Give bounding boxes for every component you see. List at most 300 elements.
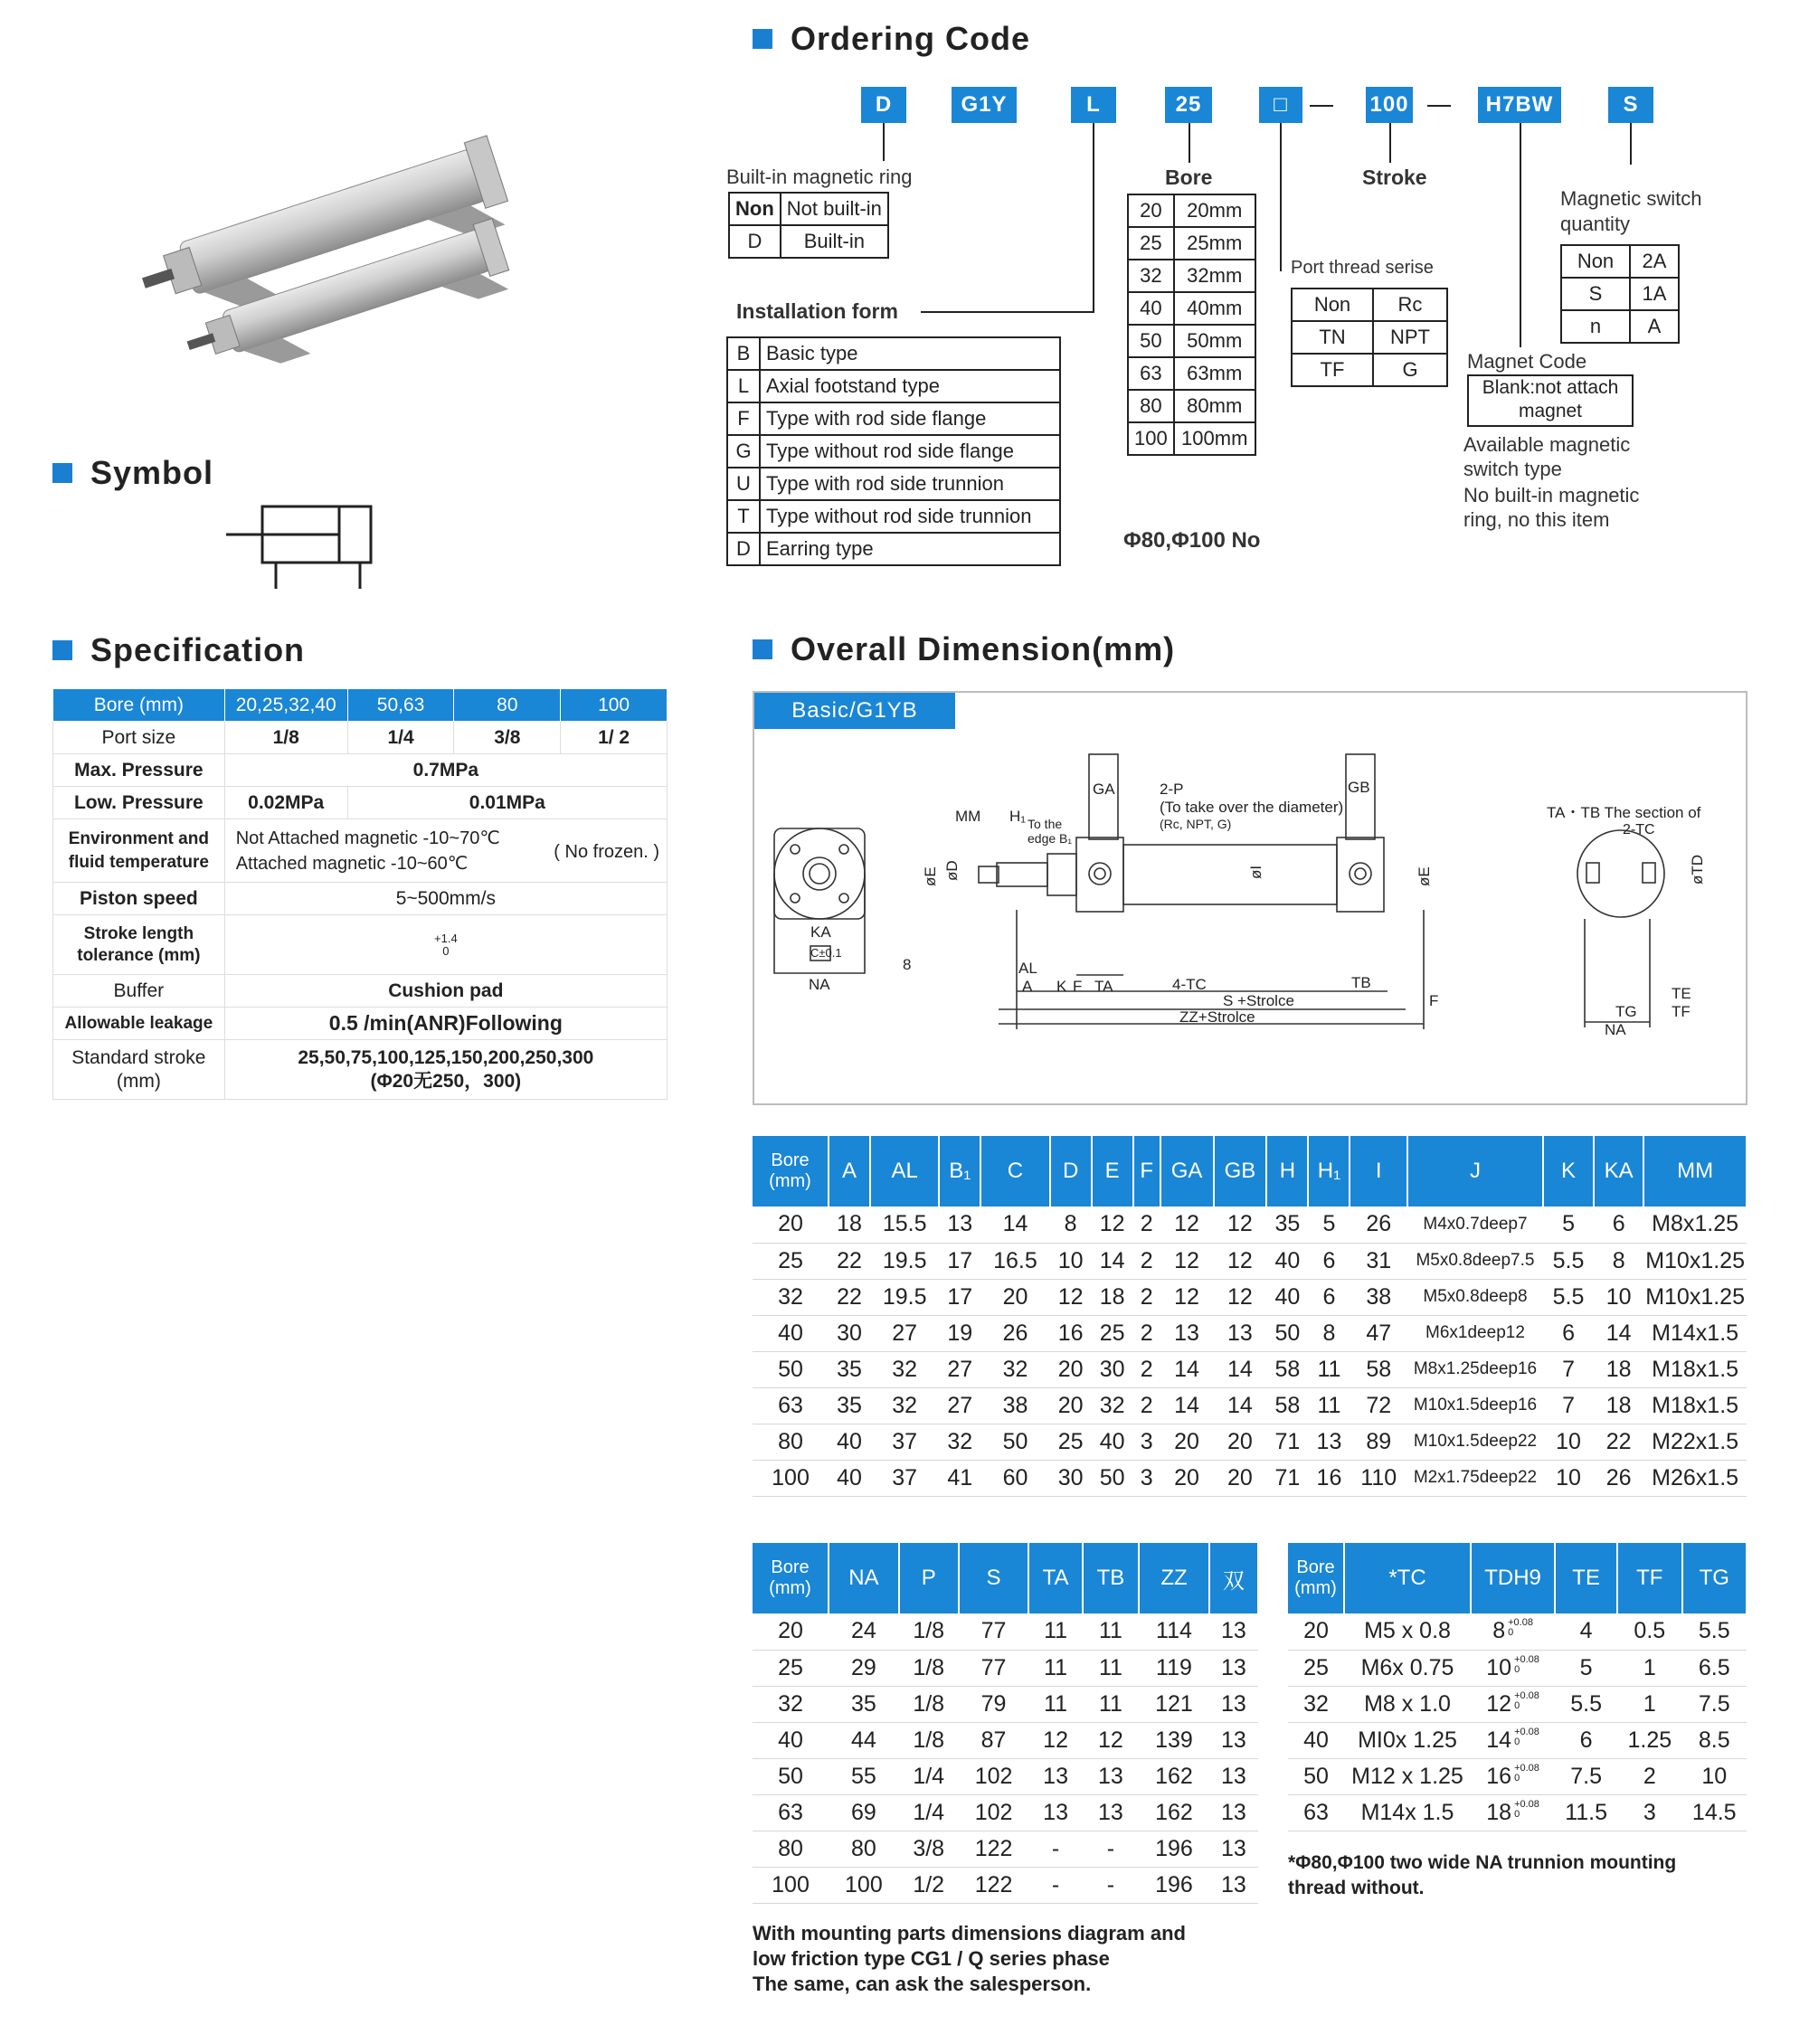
table-header: TE <box>1555 1543 1617 1613</box>
table-cell: 11 <box>1028 1650 1082 1686</box>
dim-label-na: NA <box>809 976 830 993</box>
spec-header-cell: Bore (mm) <box>53 689 225 722</box>
table-cell: 10 <box>1543 1460 1594 1496</box>
dimension-table-1 <box>753 1136 1747 1497</box>
table-row <box>753 1867 1258 1903</box>
spec-key-line: (mm) <box>116 1070 161 1092</box>
table-cell: 60 <box>980 1460 1049 1496</box>
table-cell: 122 <box>959 1831 1029 1867</box>
leader-line <box>1189 123 1190 163</box>
table-cell: 58 <box>1266 1387 1308 1424</box>
table-cell: 6 <box>1555 1722 1617 1758</box>
table-cell: 12 <box>1160 1207 1214 1243</box>
install-row <box>727 533 1060 565</box>
install-row <box>727 370 1060 402</box>
table-cell: 32 <box>870 1387 939 1424</box>
table-cell: 32 <box>753 1279 829 1315</box>
code-cell: n <box>1561 310 1630 343</box>
table3-note: *Φ80,Φ100 two wide NA trunnion mounting <box>1288 1852 1677 1873</box>
table-cell: 32 <box>980 1351 1049 1387</box>
tolerance-mark <box>1514 1800 1539 1820</box>
switch-qty-row <box>1561 278 1679 310</box>
table-cell: - <box>1028 1831 1082 1867</box>
table-cell: 8 <box>1594 1243 1643 1279</box>
table-cell: 8.5 <box>1682 1722 1747 1758</box>
spec-key: Port size <box>53 722 225 754</box>
table-cell: 16 <box>1308 1460 1350 1496</box>
spec-header-row <box>53 689 668 722</box>
table-row <box>1288 1794 1747 1831</box>
table-cell: MI0x 1.25 <box>1344 1722 1471 1758</box>
dim-label-a: A <box>1022 978 1033 995</box>
code-cell: S <box>1561 278 1630 310</box>
code-box-bore: 25 <box>1165 87 1212 123</box>
code-cell: T <box>727 500 760 533</box>
table-row <box>753 1460 1747 1496</box>
spec-value: 3/8 <box>454 722 561 754</box>
table-header: GB <box>1214 1136 1267 1207</box>
table-row <box>753 1315 1747 1351</box>
table-cell: 47 <box>1350 1315 1406 1351</box>
spec-std-stroke-line: (Φ20无250，300) <box>370 1070 522 1092</box>
table-cell: 40 <box>829 1424 870 1460</box>
table-cell: 8 <box>1308 1315 1350 1351</box>
spec-max-pressure-row <box>53 754 668 787</box>
cylinder-symbol <box>226 502 380 592</box>
code-box-magnet: D <box>861 87 906 123</box>
table-cell: 100 <box>753 1867 829 1903</box>
table-cell: 122 <box>959 1867 1029 1903</box>
table-cell: 5 <box>1543 1207 1594 1243</box>
table-cell: 1/4 <box>899 1758 959 1794</box>
desc-cell: Not built-in <box>781 193 888 225</box>
code-cell: TF <box>1292 354 1373 386</box>
table-cell: 25 <box>1092 1315 1133 1351</box>
code-cell: 50 <box>1128 325 1174 357</box>
table-cell: M26x1.5 <box>1643 1460 1747 1496</box>
code-cell: 32 <box>1128 260 1174 292</box>
table-cell: 40 <box>1266 1243 1308 1279</box>
switch-qty-label-1: Magnetic switch <box>1560 187 1702 210</box>
section-square-icon <box>753 29 772 49</box>
table-row <box>753 1650 1258 1686</box>
code-cell: G <box>727 435 760 468</box>
table-cell: 69 <box>829 1794 899 1831</box>
table-cell: 12 <box>1028 1722 1082 1758</box>
table-cell: 63 <box>753 1387 829 1424</box>
dim-label-take: (To take over the diameter) <box>1160 799 1344 816</box>
table-cell: 18 <box>1594 1387 1643 1424</box>
spec-low-pressure-row <box>53 787 668 819</box>
table-cell: - <box>1083 1867 1139 1903</box>
table-cell: 0.5 <box>1617 1613 1681 1650</box>
table-cell: 27 <box>939 1351 980 1387</box>
table-header: ZZ <box>1139 1543 1209 1613</box>
switch-qty-label-2: quantity <box>1560 213 1631 235</box>
table-cell: 38 <box>1350 1279 1406 1315</box>
magnetic-ring-table <box>728 192 889 259</box>
tolerance-mark <box>1508 1618 1533 1638</box>
table-cell: 37 <box>870 1460 939 1496</box>
table-header: TDH9 <box>1471 1543 1555 1613</box>
table-cell: 11.5 <box>1555 1794 1617 1831</box>
code-box-install: L <box>1071 87 1116 123</box>
dim-label-ta: TA <box>1094 978 1113 995</box>
table-cell: 32 <box>1092 1387 1133 1424</box>
bore-row <box>1128 292 1255 325</box>
installation-form-table <box>726 336 1061 566</box>
table-cell: 196 <box>1139 1867 1209 1903</box>
table-cell: 35 <box>829 1387 870 1424</box>
bore-row <box>1128 390 1255 422</box>
table-cell: 10 +0.08 0 <box>1471 1650 1555 1686</box>
table-cell: 18 +0.08 0 <box>1471 1794 1555 1831</box>
table-header: K <box>1543 1136 1594 1207</box>
table-row <box>753 1794 1258 1831</box>
table-cell: 12 <box>1160 1279 1214 1315</box>
table-cell: 2 <box>1133 1351 1160 1387</box>
dim-label-te: TE <box>1672 985 1691 1002</box>
table-cell: 17 <box>939 1243 980 1279</box>
table-cell: 10 <box>1682 1758 1747 1794</box>
tolerance-mark <box>1514 1764 1539 1784</box>
table-cell: 22 <box>1594 1424 1643 1460</box>
table-header: C <box>980 1136 1049 1207</box>
dim-label-d: øD <box>943 860 961 881</box>
table-header: 双 <box>1209 1543 1258 1613</box>
table-cell: 40 <box>1092 1424 1133 1460</box>
table-cell: 1/8 <box>899 1722 959 1758</box>
spec-value: 1/4 <box>347 722 454 754</box>
section-square-icon <box>753 639 772 659</box>
magnet-code-box <box>1467 374 1634 427</box>
leader-line <box>883 123 885 161</box>
dim-label-ka: KA <box>810 923 831 941</box>
code-box-port: □ <box>1259 87 1302 123</box>
table-cell: 12 <box>1214 1243 1267 1279</box>
table-cell: 7 <box>1543 1351 1594 1387</box>
table-cell: 13 <box>1028 1794 1082 1831</box>
table-cell: 20 <box>1214 1424 1267 1460</box>
table-cell: 20 <box>753 1613 829 1650</box>
magnet-code-box-line: Blank:not attach <box>1482 377 1619 398</box>
switch-qty-table <box>1560 244 1680 344</box>
table-cell: 31 <box>1350 1243 1406 1279</box>
spec-env-line: Not Attached magnetic -10~70℃ <box>235 828 500 848</box>
table-cell: 14.5 <box>1682 1794 1747 1831</box>
code-box-qty: S <box>1608 87 1653 123</box>
table-cell: 17 <box>939 1279 980 1315</box>
desc-cell: 25mm <box>1174 227 1255 260</box>
tolerance-upper: +1.4 <box>434 931 458 945</box>
table-cell: 18 <box>1092 1279 1133 1315</box>
dim-label-rc: (Rc, NPT, G) <box>1160 817 1232 831</box>
desc-cell: G <box>1373 354 1447 386</box>
table-cell: 27 <box>939 1387 980 1424</box>
magnetic-ring-row <box>729 225 888 258</box>
spec-stroke-tol-row <box>53 915 668 975</box>
table-cell: 40 <box>753 1315 829 1351</box>
table-cell: 25 <box>1050 1424 1092 1460</box>
table-cell: 18 <box>829 1207 870 1243</box>
table-cell: 2 <box>1133 1387 1160 1424</box>
table-row <box>1288 1758 1747 1794</box>
spec-key <box>53 819 225 883</box>
table-cell: 6 <box>1543 1315 1594 1351</box>
spec-buffer-row <box>53 975 668 1008</box>
table-cell: 30 <box>1092 1351 1133 1387</box>
table-cell: 19.5 <box>870 1279 939 1315</box>
dim-label-edge: edge B₁ <box>1028 831 1073 846</box>
table-cell: 100 <box>829 1867 899 1903</box>
spec-key-line: tolerance (mm) <box>77 945 201 965</box>
desc-cell: Rc <box>1373 289 1447 321</box>
table-cell: 35 <box>829 1351 870 1387</box>
magnet-code-note: switch type <box>1463 458 1562 480</box>
dim-label-tb: TB <box>1351 974 1371 991</box>
table-row <box>1288 1613 1747 1650</box>
table-cell: 13 <box>1028 1758 1082 1794</box>
table-cell: M14x1.5 <box>1643 1315 1747 1351</box>
table-header: H <box>1266 1136 1308 1207</box>
table-cell: 14 <box>1594 1315 1643 1351</box>
desc-cell: Axial footstand type <box>760 370 1060 402</box>
table-cell: 32 <box>753 1686 829 1722</box>
table-header: E <box>1092 1136 1133 1207</box>
table-cell: 63 <box>753 1794 829 1831</box>
tolerance-lower: 0 <box>1514 1808 1520 1820</box>
dim-label-mm: MM <box>955 808 981 825</box>
table-cell: 71 <box>1266 1424 1308 1460</box>
table-row <box>1288 1650 1747 1686</box>
magnet-code-note: No built-in magnetic <box>1463 484 1640 506</box>
table-cell: 1/8 <box>899 1686 959 1722</box>
table-cell: 20 <box>1050 1387 1092 1424</box>
spec-value: 5~500mm/s <box>224 883 667 915</box>
table-cell: 13 <box>1209 1650 1258 1686</box>
leader-line <box>1389 123 1391 163</box>
spec-value: 1/8 <box>224 722 347 754</box>
table-header: TF <box>1617 1543 1681 1613</box>
table-cell: 5.5 <box>1543 1279 1594 1315</box>
table-cell: M18x1.5 <box>1643 1351 1747 1387</box>
table-cell: 89 <box>1350 1424 1406 1460</box>
code-cell: TN <box>1292 321 1373 354</box>
table-header: I <box>1350 1136 1406 1207</box>
table-cell: 55 <box>829 1758 899 1794</box>
table-header: Bore (mm) <box>753 1136 829 1207</box>
leader-line <box>1280 123 1282 271</box>
table2-note: The same, can ask the salesperson. <box>753 1973 1092 1995</box>
table-cell: 14 <box>1160 1351 1214 1387</box>
cylinder-product-photo <box>136 127 570 380</box>
port-row <box>1292 354 1447 386</box>
spec-env-row <box>53 819 668 883</box>
table-cell: 5 <box>1308 1207 1350 1243</box>
table-cell: 40 <box>829 1460 870 1496</box>
bore-row <box>1128 325 1255 357</box>
table-cell: 1/8 <box>899 1650 959 1686</box>
tolerance-upper: +0.08 <box>1508 1617 1533 1629</box>
table-cell: 13 <box>1083 1758 1139 1794</box>
table-cell: 11 <box>1028 1686 1082 1722</box>
table-cell: 25 <box>753 1243 829 1279</box>
table-cell: 26 <box>980 1315 1049 1351</box>
table-cell: 4 <box>1555 1613 1617 1650</box>
table-cell: 8 <box>1050 1207 1092 1243</box>
table-header: B₁ <box>939 1136 980 1207</box>
table-cell: 72 <box>1350 1387 1406 1424</box>
table-cell: 26 <box>1594 1460 1643 1496</box>
table-row <box>1288 1722 1747 1758</box>
table-cell: 87 <box>959 1722 1029 1758</box>
table-cell: 22 <box>829 1279 870 1315</box>
table-cell: 11 <box>1028 1613 1082 1650</box>
spec-key-line: Standard stroke <box>71 1046 206 1068</box>
desc-cell: 20mm <box>1174 194 1255 227</box>
table-cell: 11 <box>1308 1351 1350 1387</box>
section-square-icon <box>52 463 72 483</box>
spec-key-line: Stroke length <box>83 923 194 943</box>
spec-header-cell: 20,25,32,40 <box>224 689 347 722</box>
table-cell: 13 <box>939 1207 980 1243</box>
table-cell: 13 <box>1308 1424 1350 1460</box>
dimension-table-2 <box>753 1543 1259 1904</box>
spec-value <box>224 915 667 975</box>
table-cell: 12 <box>1092 1207 1133 1243</box>
switch-qty-row <box>1561 310 1679 343</box>
table-header: Bore (mm) <box>1288 1543 1344 1613</box>
table-cell: 32 <box>870 1351 939 1387</box>
install-row <box>727 337 1060 370</box>
table-cell: M2x1.75deep22 <box>1407 1460 1543 1496</box>
table-cell: 102 <box>959 1794 1029 1831</box>
dim-label-h1: H₁ <box>1009 808 1027 825</box>
table-cell: 19.5 <box>870 1243 939 1279</box>
table-cell: 5.5 <box>1682 1613 1747 1650</box>
desc-cell: Built-in <box>781 225 888 258</box>
code-box-stroke: 100 <box>1366 87 1413 123</box>
table-cell: 50 <box>1266 1315 1308 1351</box>
table-cell: 3 <box>1617 1794 1681 1831</box>
table-cell: 12 <box>1050 1279 1092 1315</box>
table-cell: 63 <box>1288 1794 1344 1831</box>
table-cell: 12 <box>1160 1243 1214 1279</box>
table-cell: 80 <box>753 1424 829 1460</box>
magnet-code-box-line: magnet <box>1518 401 1583 421</box>
table-cell: 30 <box>1050 1460 1092 1496</box>
dim-label-toedge: To the <box>1028 817 1063 831</box>
bore-row <box>1128 260 1255 292</box>
table-cell: 41 <box>939 1460 980 1496</box>
table-cell: 20 <box>1160 1424 1214 1460</box>
table-row <box>753 1279 1747 1315</box>
spec-key-line: fluid temperature <box>68 852 209 872</box>
code-cell: Non <box>729 193 781 225</box>
table-row <box>753 1722 1258 1758</box>
table-row <box>753 1351 1747 1387</box>
code-cell: L <box>727 370 760 402</box>
dim-label-e2: øE <box>1416 866 1433 886</box>
table-cell: 25 <box>753 1650 829 1686</box>
table-cell: M8 x 1.0 <box>1344 1686 1471 1722</box>
table-cell: 14 <box>1092 1243 1133 1279</box>
dim-label-al: AL <box>1018 960 1037 977</box>
table-cell: - <box>1083 1831 1139 1867</box>
table-cell: 6 <box>1308 1243 1350 1279</box>
table-cell: 14 <box>1160 1387 1214 1424</box>
table3-body <box>1288 1613 1747 1831</box>
spec-key: Piston speed <box>53 883 225 915</box>
table-cell: M5x0.8deep7.5 <box>1407 1243 1543 1279</box>
table-header: J <box>1407 1136 1543 1207</box>
tolerance-upper: +0.08 <box>1514 1689 1539 1701</box>
table-cell: 38 <box>980 1387 1049 1424</box>
tolerance-lower: 0 <box>1514 1772 1520 1784</box>
table-cell: M5 x 0.8 <box>1344 1613 1471 1650</box>
code-cell: U <box>727 468 760 500</box>
code-box-switch: H7BW <box>1478 87 1561 123</box>
table-cell: 20 <box>753 1207 829 1243</box>
tolerance-lower: 0 <box>1514 1736 1520 1747</box>
spec-value: 0.01MPa <box>347 787 667 819</box>
tolerance-mark <box>1514 1691 1539 1711</box>
table-cell: M10x1.25 <box>1643 1279 1747 1315</box>
desc-cell: 2A <box>1630 245 1679 278</box>
table-cell: 162 <box>1139 1758 1209 1794</box>
table-header: GA <box>1160 1136 1214 1207</box>
table-cell: 2 <box>1133 1315 1160 1351</box>
table-cell: 11 <box>1083 1650 1139 1686</box>
table1-body <box>753 1207 1747 1496</box>
table-header: H₁ <box>1308 1136 1350 1207</box>
tolerance-upper: +0.08 <box>1514 1653 1539 1665</box>
basic-tab-label: Basic/G1YB <box>754 693 955 729</box>
table-cell: 14 +0.08 0 <box>1471 1722 1555 1758</box>
table-cell: M22x1.5 <box>1643 1424 1747 1460</box>
table-cell: 8 +0.08 0 <box>1471 1613 1555 1650</box>
table-cell: 35 <box>829 1686 899 1722</box>
desc-cell: A <box>1630 310 1679 343</box>
table-cell: 44 <box>829 1722 899 1758</box>
table-row <box>753 1613 1258 1650</box>
table-cell: 79 <box>959 1686 1029 1722</box>
table-cell: 35 <box>1266 1207 1308 1243</box>
table-row <box>753 1387 1747 1424</box>
code-cell: 25 <box>1128 227 1174 260</box>
spec-header-cell: 80 <box>454 689 561 722</box>
table2-body <box>753 1613 1258 1903</box>
code-cell: 40 <box>1128 292 1174 325</box>
desc-cell: Basic type <box>760 337 1060 370</box>
table-row <box>753 1243 1747 1279</box>
leader-line <box>921 311 1094 313</box>
table-cell: 3/8 <box>899 1831 959 1867</box>
install-row <box>727 402 1060 435</box>
table-cell: 119 <box>1139 1650 1209 1686</box>
table-cell: 24 <box>829 1613 899 1650</box>
table-header: S <box>959 1543 1029 1613</box>
table-header: KA <box>1594 1136 1643 1207</box>
table-header-row <box>1288 1543 1747 1613</box>
table-cell: 3 <box>1133 1424 1160 1460</box>
table-row <box>753 1424 1747 1460</box>
dim-label-k: K <box>1056 978 1067 995</box>
table-header: P <box>899 1543 959 1613</box>
spec-header-cell: 50,63 <box>347 689 454 722</box>
table-header: F <box>1133 1136 1160 1207</box>
table-cell: 40 <box>1266 1279 1308 1315</box>
